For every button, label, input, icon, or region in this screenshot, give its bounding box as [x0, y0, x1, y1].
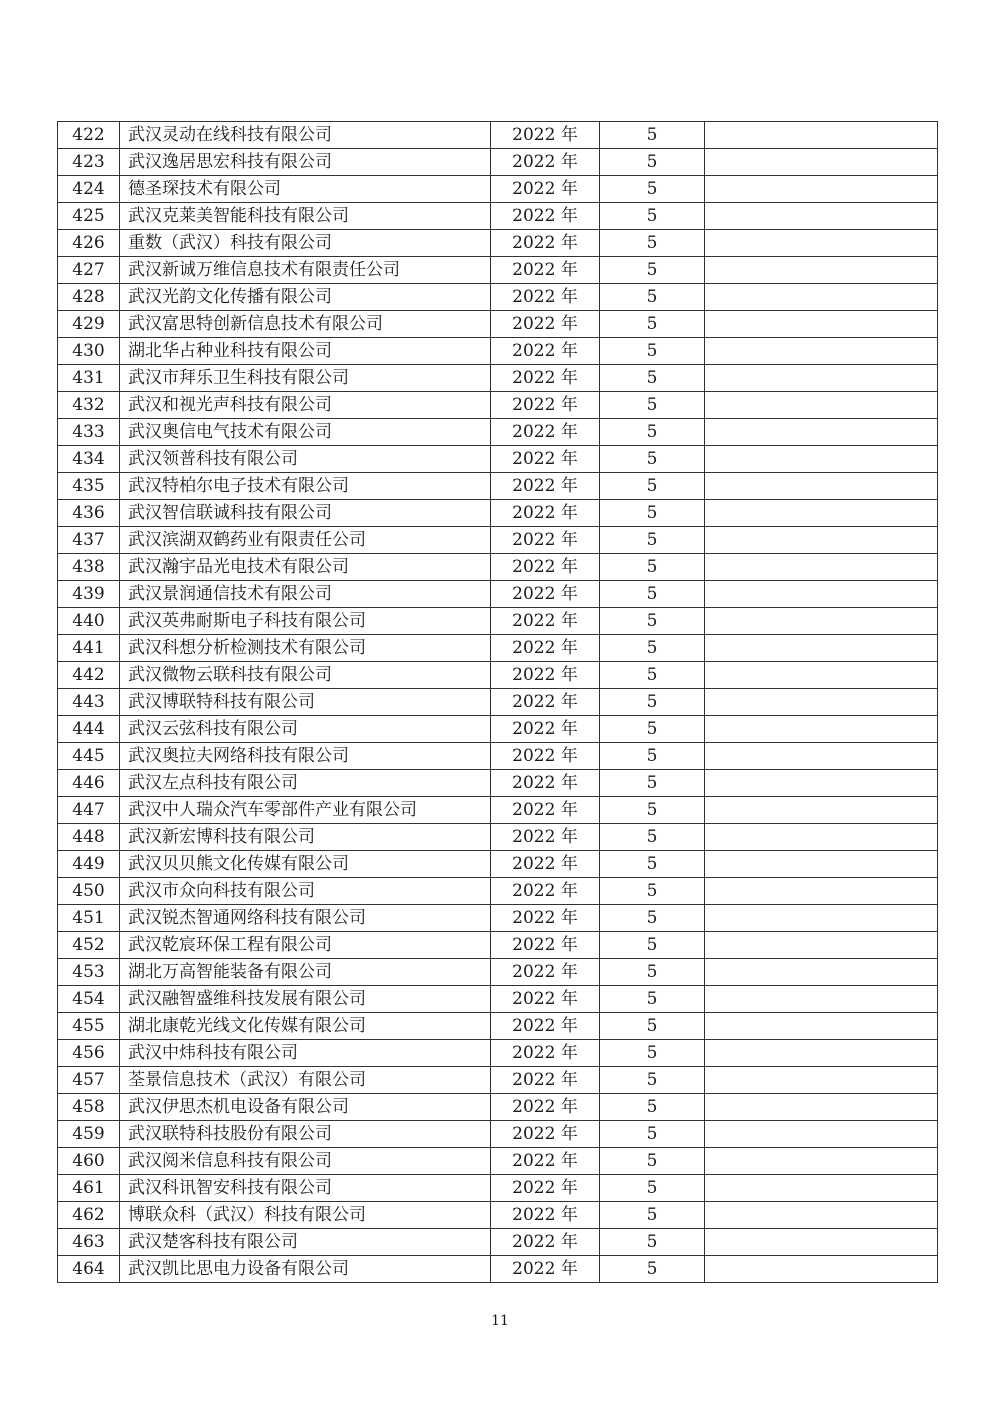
value-cell: 5: [600, 473, 705, 500]
value-cell: 5: [600, 1175, 705, 1202]
year-cell: 2022 年: [491, 1094, 600, 1121]
value-cell: 5: [600, 1256, 705, 1283]
year-cell: 2022 年: [491, 1229, 600, 1256]
remark-cell: [705, 554, 938, 581]
remark-cell: [705, 770, 938, 797]
row-number: 439: [58, 581, 120, 608]
table-row: [58, 230, 938, 257]
company-name: 武汉贝贝熊文化传媒有限公司: [120, 851, 491, 878]
company-name: 武汉科想分析检测技术有限公司: [120, 635, 491, 662]
year-cell: 2022 年: [491, 797, 600, 824]
value-cell: 5: [600, 338, 705, 365]
row-number: 424: [58, 176, 120, 203]
remark-cell: [705, 419, 938, 446]
remark-cell: [705, 905, 938, 932]
year-cell: 2022 年: [491, 608, 600, 635]
table-row: [58, 1229, 938, 1256]
remark-cell: [705, 824, 938, 851]
year-cell: 2022 年: [491, 1067, 600, 1094]
value-cell: 5: [600, 662, 705, 689]
remark-cell: [705, 1148, 938, 1175]
table-row: [58, 446, 938, 473]
table-row: [58, 122, 938, 149]
row-number: 460: [58, 1148, 120, 1175]
remark-cell: [705, 1013, 938, 1040]
row-number: 453: [58, 959, 120, 986]
value-cell: 5: [600, 284, 705, 311]
value-cell: 5: [600, 311, 705, 338]
table-row: [58, 1067, 938, 1094]
value-cell: 5: [600, 149, 705, 176]
remark-cell: [705, 392, 938, 419]
row-number: 464: [58, 1256, 120, 1283]
row-number: 457: [58, 1067, 120, 1094]
value-cell: 5: [600, 365, 705, 392]
row-number: 443: [58, 689, 120, 716]
table-row: [58, 608, 938, 635]
value-cell: 5: [600, 122, 705, 149]
row-number: 438: [58, 554, 120, 581]
table-row: [58, 419, 938, 446]
value-cell: 5: [600, 635, 705, 662]
row-number: 423: [58, 149, 120, 176]
year-cell: 2022 年: [491, 1148, 600, 1175]
company-name: 德圣琛技术有限公司: [120, 176, 491, 203]
remark-cell: [705, 878, 938, 905]
year-cell: 2022 年: [491, 824, 600, 851]
value-cell: 5: [600, 1121, 705, 1148]
table-row: [58, 1121, 938, 1148]
year-cell: 2022 年: [491, 905, 600, 932]
company-name: 重数（武汉）科技有限公司: [120, 230, 491, 257]
table-row: [58, 581, 938, 608]
row-number: 454: [58, 986, 120, 1013]
value-cell: 5: [600, 878, 705, 905]
row-number: 459: [58, 1121, 120, 1148]
company-name: 武汉联特科技股份有限公司: [120, 1121, 491, 1148]
value-cell: 5: [600, 1013, 705, 1040]
row-number: 441: [58, 635, 120, 662]
row-number: 455: [58, 1013, 120, 1040]
value-cell: 5: [600, 1202, 705, 1229]
company-name: 荃景信息技术（武汉）有限公司: [120, 1067, 491, 1094]
company-name: 武汉和视光声科技有限公司: [120, 392, 491, 419]
year-cell: 2022 年: [491, 311, 600, 338]
company-name: 武汉伊思杰机电设备有限公司: [120, 1094, 491, 1121]
year-cell: 2022 年: [491, 851, 600, 878]
remark-cell: [705, 500, 938, 527]
row-number: 422: [58, 122, 120, 149]
row-number: 437: [58, 527, 120, 554]
table-row: [58, 365, 938, 392]
remark-cell: [705, 365, 938, 392]
row-number: 436: [58, 500, 120, 527]
year-cell: 2022 年: [491, 1040, 600, 1067]
company-name: 武汉微物云联科技有限公司: [120, 662, 491, 689]
table-row: [58, 986, 938, 1013]
table-row: [58, 473, 938, 500]
row-number: 433: [58, 419, 120, 446]
page-number: 11: [491, 1313, 509, 1329]
row-number: 427: [58, 257, 120, 284]
year-cell: 2022 年: [491, 419, 600, 446]
company-table-body: [58, 122, 938, 1283]
value-cell: 5: [600, 1094, 705, 1121]
value-cell: 5: [600, 230, 705, 257]
company-name: 武汉奥拉夫网络科技有限公司: [120, 743, 491, 770]
company-name: 武汉乾宸环保工程有限公司: [120, 932, 491, 959]
value-cell: 5: [600, 527, 705, 554]
value-cell: 5: [600, 203, 705, 230]
value-cell: 5: [600, 1040, 705, 1067]
row-number: 449: [58, 851, 120, 878]
value-cell: 5: [600, 959, 705, 986]
remark-cell: [705, 608, 938, 635]
company-name: 湖北万高智能装备有限公司: [120, 959, 491, 986]
year-cell: 2022 年: [491, 122, 600, 149]
table-row: [58, 149, 938, 176]
year-cell: 2022 年: [491, 581, 600, 608]
table-row: [58, 743, 938, 770]
row-number: 447: [58, 797, 120, 824]
row-number: 446: [58, 770, 120, 797]
row-number: 428: [58, 284, 120, 311]
value-cell: 5: [600, 446, 705, 473]
row-number: 450: [58, 878, 120, 905]
company-name: 武汉智信联诚科技有限公司: [120, 500, 491, 527]
company-name: 武汉博联特科技有限公司: [120, 689, 491, 716]
year-cell: 2022 年: [491, 1202, 600, 1229]
remark-cell: [705, 446, 938, 473]
value-cell: 5: [600, 905, 705, 932]
row-number: 440: [58, 608, 120, 635]
row-number: 458: [58, 1094, 120, 1121]
company-name: 武汉新诚万维信息技术有限责任公司: [120, 257, 491, 284]
value-cell: 5: [600, 986, 705, 1013]
table-row: [58, 284, 938, 311]
company-name: 武汉锐杰智通网络科技有限公司: [120, 905, 491, 932]
company-name: 武汉市拜乐卫生科技有限公司: [120, 365, 491, 392]
year-cell: 2022 年: [491, 959, 600, 986]
remark-cell: [705, 311, 938, 338]
remark-cell: [705, 662, 938, 689]
remark-cell: [705, 1229, 938, 1256]
value-cell: 5: [600, 770, 705, 797]
company-name: 武汉滨湖双鹤药业有限责任公司: [120, 527, 491, 554]
year-cell: 2022 年: [491, 257, 600, 284]
year-cell: 2022 年: [491, 500, 600, 527]
row-number: 442: [58, 662, 120, 689]
year-cell: 2022 年: [491, 284, 600, 311]
year-cell: 2022 年: [491, 527, 600, 554]
row-number: 463: [58, 1229, 120, 1256]
table-row: [58, 554, 938, 581]
year-cell: 2022 年: [491, 635, 600, 662]
remark-cell: [705, 1175, 938, 1202]
year-cell: 2022 年: [491, 662, 600, 689]
remark-cell: [705, 581, 938, 608]
table-row: [58, 689, 938, 716]
company-name: 武汉奥信电气技术有限公司: [120, 419, 491, 446]
table-row: [58, 959, 938, 986]
company-name: 武汉光韵文化传播有限公司: [120, 284, 491, 311]
table-row: [58, 500, 938, 527]
table-row: [58, 1202, 938, 1229]
year-cell: 2022 年: [491, 149, 600, 176]
value-cell: 5: [600, 581, 705, 608]
remark-cell: [705, 257, 938, 284]
company-table: [57, 121, 938, 1283]
value-cell: 5: [600, 608, 705, 635]
company-name: 武汉融智盛维科技发展有限公司: [120, 986, 491, 1013]
remark-cell: [705, 1040, 938, 1067]
value-cell: 5: [600, 1148, 705, 1175]
row-number: 456: [58, 1040, 120, 1067]
remark-cell: [705, 932, 938, 959]
table-row: [58, 1175, 938, 1202]
table-row: [58, 824, 938, 851]
company-name: 武汉瀚宇品光电技术有限公司: [120, 554, 491, 581]
remark-cell: [705, 284, 938, 311]
row-number: 432: [58, 392, 120, 419]
company-name: 武汉新宏博科技有限公司: [120, 824, 491, 851]
row-number: 448: [58, 824, 120, 851]
value-cell: 5: [600, 392, 705, 419]
value-cell: 5: [600, 257, 705, 284]
table-row: [58, 338, 938, 365]
table-row: [58, 1148, 938, 1175]
value-cell: 5: [600, 797, 705, 824]
company-name: 武汉灵动在线科技有限公司: [120, 122, 491, 149]
value-cell: 5: [600, 1229, 705, 1256]
year-cell: 2022 年: [491, 203, 600, 230]
company-name: 博联众科（武汉）科技有限公司: [120, 1202, 491, 1229]
remark-cell: [705, 176, 938, 203]
row-number: 429: [58, 311, 120, 338]
remark-cell: [705, 743, 938, 770]
row-number: 431: [58, 365, 120, 392]
row-number: 435: [58, 473, 120, 500]
company-name: 武汉市众向科技有限公司: [120, 878, 491, 905]
company-name: 湖北康乾光线文化传媒有限公司: [120, 1013, 491, 1040]
remark-cell: [705, 1202, 938, 1229]
year-cell: 2022 年: [491, 1175, 600, 1202]
table-row: [58, 176, 938, 203]
table-row: [58, 932, 938, 959]
value-cell: 5: [600, 1067, 705, 1094]
company-name: 武汉中人瑞众汽车零部件产业有限公司: [120, 797, 491, 824]
company-name: 武汉科讯智安科技有限公司: [120, 1175, 491, 1202]
year-cell: 2022 年: [491, 932, 600, 959]
value-cell: 5: [600, 716, 705, 743]
year-cell: 2022 年: [491, 878, 600, 905]
remark-cell: [705, 338, 938, 365]
year-cell: 2022 年: [491, 554, 600, 581]
value-cell: 5: [600, 932, 705, 959]
table-row: [58, 851, 938, 878]
remark-cell: [705, 203, 938, 230]
year-cell: 2022 年: [491, 1013, 600, 1040]
table-row: [58, 878, 938, 905]
value-cell: 5: [600, 419, 705, 446]
year-cell: 2022 年: [491, 446, 600, 473]
table-row: [58, 311, 938, 338]
row-number: 452: [58, 932, 120, 959]
row-number: 444: [58, 716, 120, 743]
table-row: [58, 716, 938, 743]
remark-cell: [705, 1121, 938, 1148]
row-number: 430: [58, 338, 120, 365]
company-name: 武汉景润通信技术有限公司: [120, 581, 491, 608]
remark-cell: [705, 986, 938, 1013]
remark-cell: [705, 149, 938, 176]
table-row: [58, 1013, 938, 1040]
remark-cell: [705, 473, 938, 500]
row-number: 434: [58, 446, 120, 473]
table-row: [58, 527, 938, 554]
year-cell: 2022 年: [491, 1256, 600, 1283]
row-number: 451: [58, 905, 120, 932]
remark-cell: [705, 797, 938, 824]
value-cell: 5: [600, 851, 705, 878]
year-cell: 2022 年: [491, 365, 600, 392]
remark-cell: [705, 122, 938, 149]
remark-cell: [705, 1094, 938, 1121]
table-row: [58, 1040, 938, 1067]
year-cell: 2022 年: [491, 176, 600, 203]
table-row: [58, 662, 938, 689]
company-name: 武汉凯比思电力设备有限公司: [120, 1256, 491, 1283]
year-cell: 2022 年: [491, 338, 600, 365]
company-name: 武汉逸居思宏科技有限公司: [120, 149, 491, 176]
remark-cell: [705, 959, 938, 986]
table-row: [58, 797, 938, 824]
table-row: [58, 392, 938, 419]
table-row: [58, 1094, 938, 1121]
remark-cell: [705, 851, 938, 878]
year-cell: 2022 年: [491, 716, 600, 743]
year-cell: 2022 年: [491, 392, 600, 419]
year-cell: 2022 年: [491, 743, 600, 770]
year-cell: 2022 年: [491, 473, 600, 500]
value-cell: 5: [600, 689, 705, 716]
company-name: 武汉中炜科技有限公司: [120, 1040, 491, 1067]
remark-cell: [705, 527, 938, 554]
year-cell: 2022 年: [491, 1121, 600, 1148]
year-cell: 2022 年: [491, 770, 600, 797]
company-name: 湖北华占种业科技有限公司: [120, 338, 491, 365]
company-name: 武汉富思特创新信息技术有限公司: [120, 311, 491, 338]
company-name: 武汉楚客科技有限公司: [120, 1229, 491, 1256]
row-number: 462: [58, 1202, 120, 1229]
remark-cell: [705, 635, 938, 662]
row-number: 461: [58, 1175, 120, 1202]
company-name: 武汉克莱美智能科技有限公司: [120, 203, 491, 230]
table-row: [58, 905, 938, 932]
remark-cell: [705, 230, 938, 257]
row-number: 426: [58, 230, 120, 257]
year-cell: 2022 年: [491, 230, 600, 257]
table-row: [58, 1256, 938, 1283]
company-name: 武汉左点科技有限公司: [120, 770, 491, 797]
row-number: 445: [58, 743, 120, 770]
table-row: [58, 257, 938, 284]
value-cell: 5: [600, 500, 705, 527]
company-name: 武汉特柏尔电子技术有限公司: [120, 473, 491, 500]
company-name: 武汉云弦科技有限公司: [120, 716, 491, 743]
row-number: 425: [58, 203, 120, 230]
company-name: 武汉英弗耐斯电子科技有限公司: [120, 608, 491, 635]
table-row: [58, 770, 938, 797]
year-cell: 2022 年: [491, 986, 600, 1013]
remark-cell: [705, 716, 938, 743]
value-cell: 5: [600, 743, 705, 770]
year-cell: 2022 年: [491, 689, 600, 716]
company-name: 武汉阅米信息科技有限公司: [120, 1148, 491, 1175]
value-cell: 5: [600, 824, 705, 851]
table-row: [58, 203, 938, 230]
table-row: [58, 635, 938, 662]
value-cell: 5: [600, 554, 705, 581]
remark-cell: [705, 1256, 938, 1283]
value-cell: 5: [600, 176, 705, 203]
company-name: 武汉领普科技有限公司: [120, 446, 491, 473]
remark-cell: [705, 1067, 938, 1094]
remark-cell: [705, 689, 938, 716]
